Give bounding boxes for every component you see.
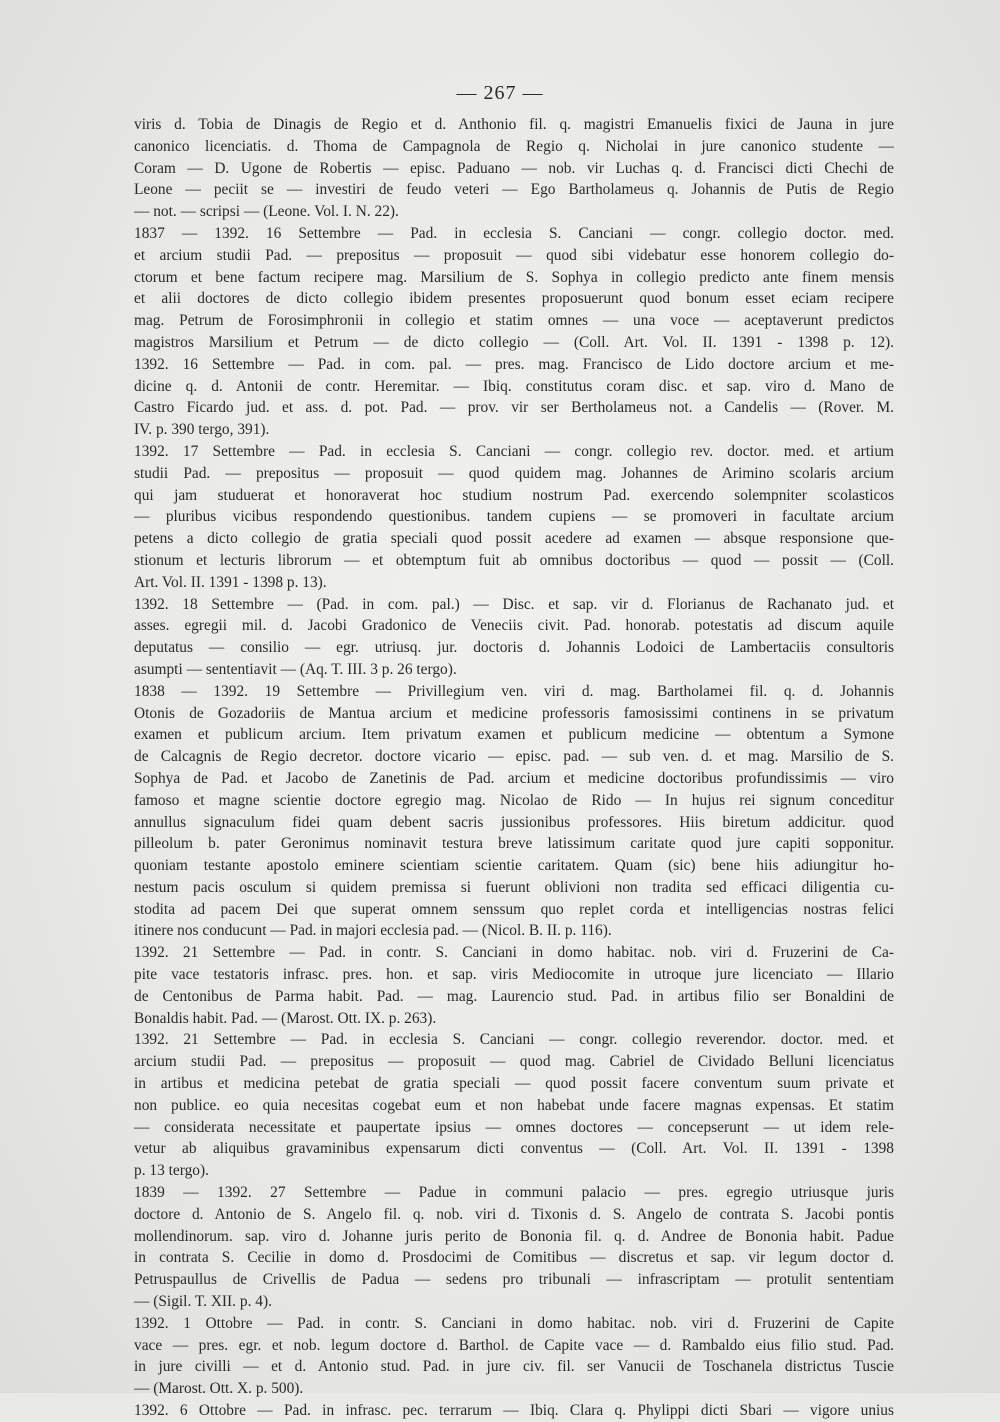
text-line: pite vace testatoris infrasc. pres. hon. et sap. viris Mediocomite in utroque jure licenciato — Illario — [134, 966, 894, 984]
text-line: in jure civilli — et d. Antonio stud. Pad. in jure civ. fil. ser Vanucii de Toschanela districtus Tuscie — [134, 1358, 894, 1376]
text-line: examen et publicum arcium. Item privatum examen et publicum medicine — obtentum a Symone — [134, 726, 894, 744]
text-line: vetur ab aliquibus gravaminibus expensarum dicti conventus — (Coll. Art. Vol. II. 1391 - 1398 — [134, 1140, 894, 1158]
text-line: 1392. 6 Ottobre — Pad. in infrasc. pec. terrarum — Ibiq. Clara q. Phylippi dicti Sbari — vigore unius — [134, 1402, 894, 1420]
text-line: quoniam testante apostolo eminere scientiam scientie caritatem. Quam (sic) bene hiis adiungitur ho- — [134, 857, 894, 875]
text-line: deputatus — consilio — egr. utriusq. jur. doctoris d. Johannis Lodoici de Lambertaciis consultoris — [134, 639, 894, 657]
text-line: — considerata necessitate et paupertate ipsius — omnes doctores — concepserunt — ut idem rele- — [134, 1118, 894, 1136]
text-line: petens a dicto collegio de gratia speciali quod possit acedere ad examen — absque responsione que- — [134, 530, 894, 548]
text-line: in contrata S. Cecilie in domo d. Prosdocimi de Comitibus — discretus et sap. vir legum doctor d. — [134, 1249, 894, 1267]
document-body — [134, 114, 894, 1422]
text-line: in artibus et medicina petebat de gratia speciali — quod possit facere conventum suum private et — [134, 1075, 894, 1093]
text-line: qui jam studuerat et honoraverat hoc studium nostrum Pad. exercendo solempniter scolasticos — [134, 486, 894, 504]
text-line: mollendinorum. sap. viro d. Johanne juris perito de Bononia fil. q. d. Andree de Bononia habit. Padue — [134, 1227, 894, 1245]
text-line: 1392. 1 Ottobre — Pad. in contr. S. Canciani in domo habitac. nob. viri d. Fruzerini de Capite — [134, 1314, 894, 1332]
text-line: viris d. Tobia de Dinagis de Regio et d. Anthonio fil. q. magistri Emanuelis fixici de Jauna in jure — [134, 116, 894, 133]
text-line: itinere nos conducunt — Pad. in majori ecclesia pad. — (Nicol. B. II. p. 116). — [134, 922, 612, 940]
text-line: 1838 — 1392. 19 Settembre — Privillegium ven. viri d. mag. Bartholamei fil. q. d. Johannis — [134, 682, 894, 700]
text-line: — (Marost. Ott. X. p. 500). — [134, 1380, 304, 1398]
text-line: arcium studii Pad. — prepositus — proposuit — quod mag. Cabriel de Cividado Belluni licenciatus — [134, 1053, 894, 1071]
text-line: stionum et lecturis librorum — et obtemptum fuit ab omnibus doctoribus — quod — possit — (Coll. — [134, 551, 894, 569]
text-line: stodita ad pacem Dei que superat omnem senssum quo replet corda et intelligencias nostras felici — [134, 900, 894, 918]
text-line: famoso et magne scientie doctore egregio mag. Nicolao de Rido — In hujus rei signum conceditur — [134, 791, 894, 809]
text-line: nestum pacis osculum si quidem premissa si fuerunt oblivioni non tradita sed efficaci diligentia cu- — [134, 878, 894, 896]
text-line: 1392. 21 Settembre — Pad. in ecclesia S. Canciani — congr. collegio reverendor. doctor. med. et — [134, 1031, 894, 1049]
text-line: — not. — scripsi — (Leone. Vol. I. N. 22). — [134, 203, 399, 221]
text-line: asumpti — sententiavit — (Aq. T. III. 3 p. 26 tergo). — [134, 660, 457, 678]
text-line: — pluribus vicibus respondendo questionibus. tandem cupiens — se promoveri in facultate arcium — [134, 508, 894, 526]
text-line: 1392. 18 Settembre — (Pad. in com. pal.) — Disc. et sap. vir d. Florianus de Rachanato jud. et — [134, 595, 894, 613]
text-line: annullus signaculum fidei quam debent sacris jussionibus professores. Hiis biretum addicitur. quod — [134, 813, 894, 831]
text-line: de Calcagnis de Regio decretor. doctore vicario — episc. pad. — sub ven. d. et mag. Marsilio de S. — [134, 748, 894, 766]
text-line: p. 13 tergo). — [134, 1162, 209, 1180]
text-line: doctore d. Antonio de S. Angelo fil. q. nob. viri d. Tixonis d. S. Angelo de contrata S. Jacobi pontis — [134, 1205, 894, 1223]
text-line: Castro Ficardo jud. et ass. d. pot. Pad. — prov. vir ser Bertholameus not. a Candelis — (Rover. M. — [134, 399, 894, 417]
text-line: 1839 — 1392. 27 Settembre — Padue in communi palacio — pres. egregio utriusque juris — [134, 1184, 894, 1202]
text-line: Coram — D. Ugone de Robertis — episc. Paduano — nob. vir Luchas q. d. Francisci dicti Chechi de — [134, 159, 894, 177]
text-line: 1392. 16 Settembre — Pad. in com. pal. — pres. mag. Francisco de Lido doctore arcium et me- — [134, 355, 894, 373]
text-line: mag. Petrum de Forosimphronii in collegio et statim omnes — una voce — aceptaverunt predictos — [134, 312, 894, 330]
text-line: ctorum et bene factum recipere mag. Marsilium de S. Sophya in collegio predicto ante finem mensis — [134, 268, 894, 286]
text-line: Bonaldis habit. Pad. — (Marost. Ott. IX. p. 263). — [134, 1009, 437, 1027]
text-line: pilleolum b. pater Geronimus nominavit testura breve latissimum caritate quod jure capiti sopponitur. — [134, 835, 894, 853]
text-line: de Centonibus de Parma habit. Pad. — mag. Laurencio stud. Pad. in artibus filio ser Bonaldini de — [134, 987, 894, 1005]
text-line: — (Sigil. T. XII. p. 4). — [134, 1293, 272, 1311]
page-number: — 267 — — [456, 82, 544, 104]
text-line: 1392. 21 Settembre — Pad. in contr. S. Canciani in domo habitac. nob. viri d. Fruzerini de Ca- — [134, 944, 894, 962]
text-line: Leone — peciit se — investiri de feudo veteri — Ego Bartholameus q. Johannis de Putis de Regio — [134, 181, 894, 199]
text-line: Petruspaullus de Crivellis de Padua — sedens pro tribunali — infrascriptam — protulit sententiam — [134, 1271, 894, 1289]
text-line: 1837 — 1392. 16 Settembre — Pad. in ecclesia S. Canciani — congr. collegio doctor. med. — [134, 224, 894, 242]
text-line: canonico licenciatis. d. Thoma de Campagnola de Regio q. Nicholai in jure canonico studente — — [134, 137, 894, 155]
text-line: Otonis de Gozadoriis de Mantua arcium et medicine professoris famosissimi continens in se privatum — [134, 704, 894, 722]
text-line: asses. egregii mil. d. Jacobi Gradonico de Veneciis civit. Pad. honorab. potestatis ad discum aquile — [134, 617, 894, 635]
text-line: et arcium studii Pad. — prepositus — proposuit — quod sibi videbatur esse honorem collegio do- — [134, 246, 894, 264]
text-line: et alii doctores de dicto collegio ibidem presentes proposuerunt quod bonum esset eciam recipere — [134, 290, 894, 308]
text-line: magistros Marsilium et Petrum — de dicto collegio — (Coll. Art. Vol. II. 1391 - 1398 p. 12). — [134, 333, 894, 351]
text-line: Sophya de Pad. et Jacobo de Zanetinis de Pad. arcium et medicine doctoribus profundissimis — viro — [134, 769, 894, 787]
text-line: IV. p. 390 tergo, 391). — [134, 421, 270, 439]
text-line: 1392. 17 Settembre — Pad. in ecclesia S. Canciani — congr. collegio rev. doctor. med. et artium — [134, 442, 894, 460]
text-line: dicine q. d. Antonii de contr. Heremitar. — Ibiq. constitutus coram disc. et sap. viro d. Mano de — [134, 377, 894, 395]
text-line: studii Pad. — prepositus — proposuit — quod quidem mag. Johannes de Arimino scolaris arcium — [134, 464, 894, 482]
text-line: vace — pres. egr. et nob. legum doctore d. Barthol. de Capite vace — d. Rambaldo eius filio stud. Pad. — [134, 1336, 894, 1354]
text-line: non publice. eo quia necesitas cogebat eum et non habebat unde facere magnas expensas. Et statim — [134, 1096, 894, 1114]
text-line: Art. Vol. II. 1391 - 1398 p. 13). — [134, 573, 327, 591]
